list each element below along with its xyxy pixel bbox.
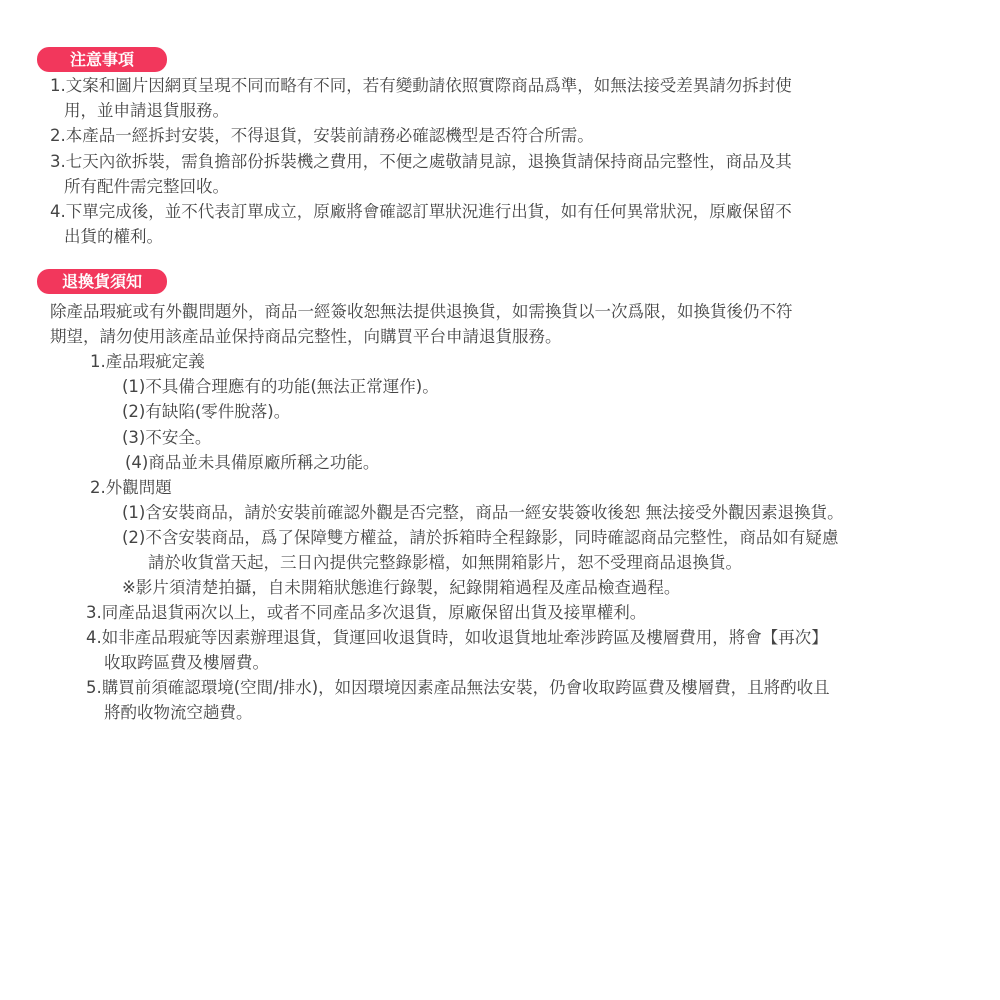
- returns-subitem-continuation: 請於收貨當天起，三日內提供完整錄影檔，如無開箱影片，恕不受理商品退換貨。: [148, 553, 742, 572]
- returns-intro-line: 期望，請勿使用該產品並保持商品完整性，向購買平台申請退貨服務。: [50, 327, 562, 346]
- notice-line: 4.下單完成後，並不代表訂單成立，原廠將會確認訂單狀況進行出貨，如有任何異常狀況，原廠保留不: [50, 202, 792, 221]
- returns-note: ※影片須清楚拍攝，自未開箱狀態進行錄製，紀錄開箱過程及產品檢查過程。: [122, 578, 681, 597]
- returns-section-badge: 退換貨須知: [37, 269, 167, 294]
- returns-item: 4.如非產品瑕疵等因素辦理退貨，貨運回收退貨時，如收退貨地址牽涉跨區及樓層費用，將會【再次】: [86, 628, 828, 647]
- returns-subitem: (1)不具備合理應有的功能(無法正常運作)。: [122, 377, 439, 396]
- notice-section-badge: 注意事項: [37, 47, 167, 72]
- notice-line: 用，並申請退貨服務。: [64, 101, 229, 120]
- returns-item-continuation: 收取跨區費及樓層費。: [104, 653, 269, 672]
- returns-intro-line: 除產品瑕疵或有外觀問題外，商品一經簽收恕無法提供退換貨，如需換貨以一次爲限，如換貨後仍不符: [50, 302, 793, 321]
- returns-item-continuation: 將酌收物流空趟費。: [104, 703, 253, 722]
- returns-subitem: (4)商品並未具備原廠所稱之功能。: [125, 453, 380, 472]
- notice-line: 3.七天內欲拆裝，需負擔部份拆裝機之費用，不便之處敬請見諒，退換貨請保持商品完整性，商品及其: [50, 152, 792, 171]
- returns-subitem: (3)不安全。: [122, 428, 212, 447]
- returns-item: 2.外觀問題: [90, 478, 172, 497]
- returns-subitem: (1)含安裝商品，請於安裝前確認外觀是否完整，商品一經安裝簽收後恕 無法接受外觀因素退換貨。: [122, 503, 844, 522]
- notice-line: 出貨的權利。: [64, 227, 163, 246]
- notice-line: 1.文案和圖片因網頁呈現不同而略有不同，若有變動請依照實際商品爲準，如無法接受差異請勿拆封使: [50, 76, 792, 95]
- returns-subitem: (2)不含安裝商品，爲了保障雙方權益，請於拆箱時全程錄影，同時確認商品完整性，商品如有疑慮: [122, 528, 839, 547]
- returns-item: 5.購買前須確認環境(空間/排水)，如因環境因素產品無法安裝，仍會收取跨區費及樓層費，且將酌收且: [86, 678, 830, 697]
- returns-item: 1.產品瑕疵定義: [90, 352, 205, 371]
- notice-line: 2.本產品一經拆封安裝，不得退貨，安裝前請務必確認機型是否符合所需。: [50, 126, 594, 145]
- returns-item: 3.同產品退貨兩次以上，或者不同產品多次退貨，原廠保留出貨及接單權利。: [86, 603, 647, 622]
- returns-subitem: (2)有缺陷(零件脫落)。: [122, 402, 291, 421]
- notice-line: 所有配件需完整回收。: [64, 177, 229, 196]
